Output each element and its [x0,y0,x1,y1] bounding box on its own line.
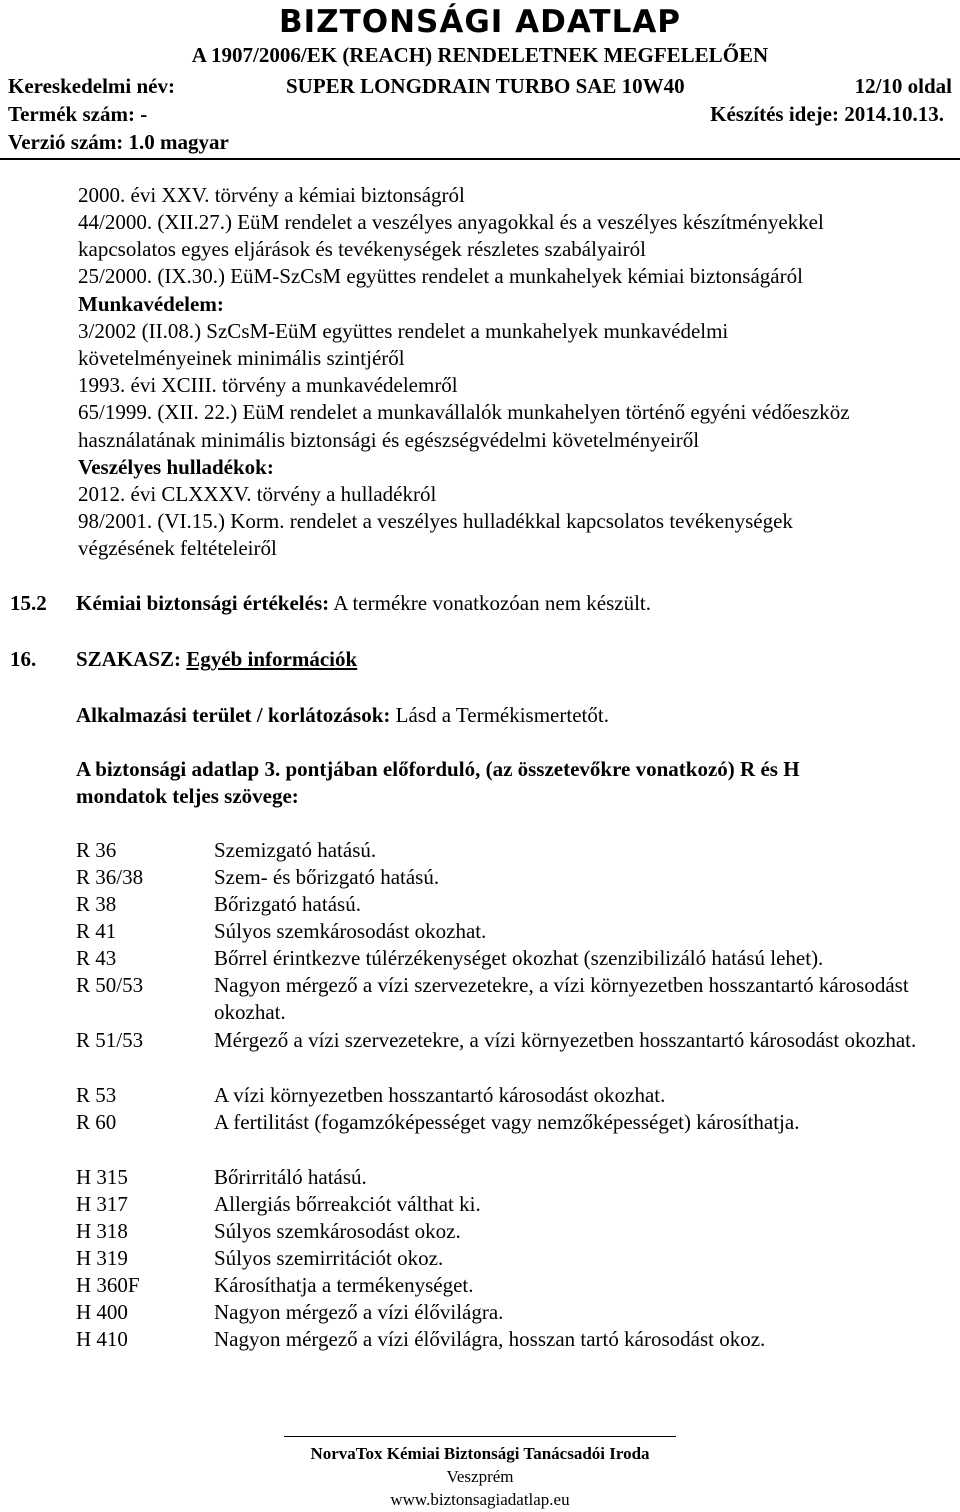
h-phrase-text: Nagyon mérgező a vízi élővilágra, hosszan tartó károsodást okoz. [214,1327,766,1351]
usage-label: Alkalmazási terület / korlátozások: [76,703,391,727]
regulation-line: követelményeinek minimális szintjéről [78,346,405,370]
r-phrase-text: Bőrizgató hatású. [214,892,361,916]
r-phrase-code: R 60 [76,1110,117,1134]
regulation-line: 2000. évi XXV. törvény a kémiai biztonságról [78,183,465,207]
r-phrase-text: Mérgező a vízi szervezetekre, a vízi környezetben hosszantartó károsodást okozhat. [214,1028,917,1052]
r-phrase-text: Súlyos szemkárosodást okozhat. [214,919,487,943]
h-phrase-code: H 319 [76,1246,128,1270]
r-phrase-text: Nagyon mérgező a vízi szervezetekre, a vízi környezetben hosszantartó károsodást okozhat. [214,973,909,1024]
section-15-2-content [76,590,651,617]
section-16-heading [76,646,357,673]
h-phrase-code: H 360F [76,1273,140,1297]
header-divider [0,158,960,160]
h-phrase-text: Nagyon mérgező a vízi élővilágra. [214,1300,504,1324]
regulation-line: 2012. évi CLXXXV. törvény a hulladékról [78,482,437,506]
footer-website: www.biztonsagiadatlap.eu [390,1490,570,1509]
document-subtitle: A 1907/2006/EK (REACH) RENDELETNEK MEGFELELŐEN [191,43,769,67]
r-phrase-code: R 53 [76,1083,117,1107]
r-phrase-text: A fertilitást (fogamzóképességet vagy nemzőképességet) károsíthatja. [214,1110,800,1134]
hazardous-waste-heading: Veszélyes hulladékok: [78,455,274,479]
h-phrase-text: Allergiás bőrreakciót válthat ki. [214,1192,481,1216]
issue-date: Készítés ideje: 2014.10.13. [710,102,944,126]
r-phrase-code: R 50/53 [76,973,144,997]
r-phrase-text: Szem- és bőrizgató hatású. [214,865,440,889]
regulation-line: 98/2001. (VI.15.) Korm. rendelet a veszélyes hulladékkal kapcsolatos tevékenységek [78,509,793,533]
regulation-line: végzésének feltételeiről [78,536,277,560]
h-phrase-text: Súlyos szemirritációt okoz. [214,1246,444,1270]
usage-row [76,702,609,729]
footer-city: Veszprém [446,1467,514,1486]
regulation-line: 3/2002 (II.08.) SzCsM-EüM együttes rendelet a munkahelyek munkavédelmi [78,319,729,343]
regulation-line: 1993. évi XCIII. törvény a munkavédelemről [78,373,458,397]
h-phrase-text: Bőrirritáló hatású. [214,1165,367,1189]
phrases-heading: mondatok teljes szövege: [76,784,299,808]
h-phrase-code: H 315 [76,1165,128,1189]
regulation-line: használatának minimális biztonsági és egészségvédelmi követelményeiről [78,428,700,452]
r-phrase-text: Bőrrel érintkezve túlérzékenységet okozhat (szenzibilizáló hatású lehet). [214,946,824,970]
product-number: Termék szám: - [8,102,148,126]
h-phrase-code: H 317 [76,1192,128,1216]
trade-name-value: SUPER LONGDRAIN TURBO SAE 10W40 [286,74,685,98]
section-15-2-label: Kémiai biztonsági értékelés: [76,591,330,615]
r-phrase-code: R 36 [76,838,117,862]
version-number: Verzió szám: 1.0 magyar [8,130,229,154]
r-phrase-code: R 51/53 [76,1028,144,1052]
trade-name-label: Kereskedelmi név: [8,74,175,98]
r-phrase-text: A vízi környezetben hosszantartó károsodást okozhat. [214,1083,666,1107]
section-16-number: 16. [10,647,37,671]
footer-company: NorvaTox Kémiai Biztonsági Tanácsadói Iroda [310,1444,650,1463]
section-15-2-number: 15.2 [10,591,47,615]
regulation-line: 44/2000. (XII.27.) EüM rendelet a veszélyes anyagokkal és a veszélyes készítményekkel [78,210,824,234]
h-phrase-code: H 400 [76,1300,128,1324]
footer-divider [284,1436,676,1437]
h-phrase-code: H 410 [76,1327,128,1351]
h-phrase-text: Súlyos szemkárosodást okoz. [214,1219,461,1243]
document-title: BIZTONSÁGI ADATLAP [278,4,682,40]
section-15-2-text: A termékre vonatkozóan nem készült. [333,591,652,615]
h-phrase-text: Károsíthatja a termékenységet. [214,1273,474,1297]
r-phrase-text: Szemizgató hatású. [214,838,377,862]
section-16-title: Egyéb információk [186,647,358,671]
work-safety-heading: Munkavédelem: [78,292,224,316]
r-phrase-code: R 43 [76,946,117,970]
regulation-line: 65/1999. (XII. 22.) EüM rendelet a munkavállalók munkahelyen történő egyéni védőeszköz [78,400,850,424]
page-number: 12/10 oldal [854,74,952,98]
regulation-line: kapcsolatos egyes eljárások és tevékenységek részletes szabályairól [78,237,646,261]
usage-text: Lásd a Termékismertetőt. [395,703,609,727]
phrases-heading: A biztonsági adatlap 3. pontjában előforduló, (az összetevőkre vonatkozó) R és H [76,757,800,781]
r-phrase-code: R 41 [76,919,117,943]
r-phrase-code: R 38 [76,892,117,916]
section-16-prefix: SZAKASZ: [76,647,182,671]
h-phrase-code: H 318 [76,1219,128,1243]
regulation-line: 25/2000. (IX.30.) EüM-SzCsM együttes rendelet a munkahelyek kémiai biztonságáról [78,264,803,288]
r-phrase-code: R 36/38 [76,865,144,889]
